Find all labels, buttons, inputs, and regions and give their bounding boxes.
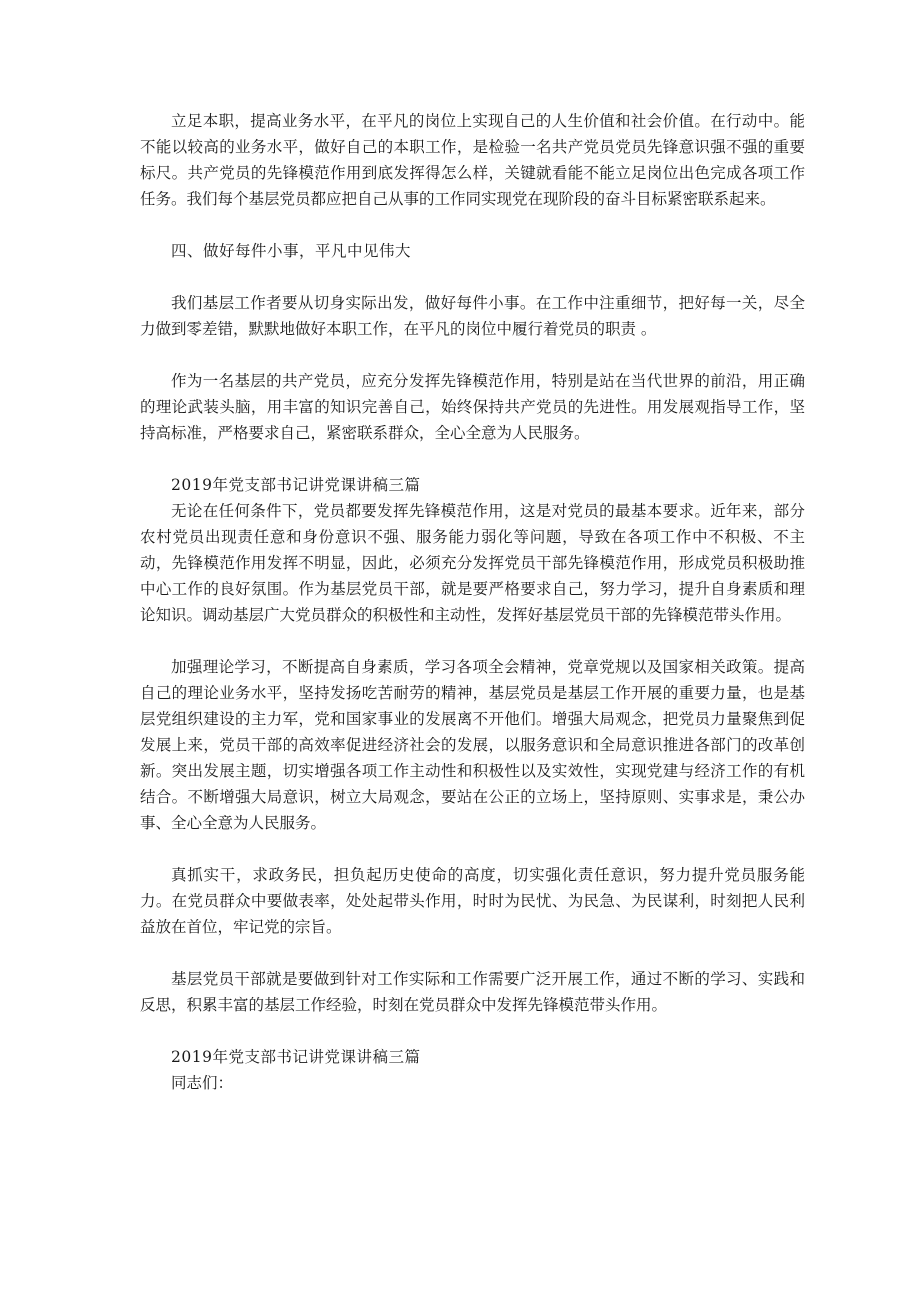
body-paragraph: 无论在任何条件下，党员都要发挥先锋模范作用，这是对党员的最基本要求。近年来，部分农村党员出现责任意和身份意识不强、服务能力弱化等问题，导致在各项工作中不积极、不主动，先锋模范作用发挥不明显，因此，必须充分发挥党员干部先锋模范作用，形成党员积极助推中心工作的良好氛围。作为基层党员干部，就是要严格要求自己，努力学习，提升自身素质和理论知识。调动基层广大党员群众的积极性和主动性，发挥好基层党员干部的先锋模范带头作用。 bbox=[140, 502, 805, 624]
paragraph-block bbox=[140, 862, 805, 940]
salutation-block bbox=[140, 1070, 805, 1096]
paragraph-block bbox=[140, 108, 805, 212]
title-block bbox=[140, 472, 805, 498]
article-title: 2019年党支部书记讲党课讲稿三篇 bbox=[171, 1048, 421, 1066]
body-paragraph: 立足本职，提高业务水平，在平凡的岗位上实现自己的人生价值和社会价值。在行动中。能不能以较高的业务水平，做好自己的本职工作，是检验一名共产党员党员先锋意识强不强的重要标尺。共产党员的先锋模范作用到底发挥得怎么样，关键就看能不能立足岗位出色完成各项工作任务。我们每个基层党员都应把自己从事的工作同实现党在现阶段的奋斗目标紧密联系起来。 bbox=[140, 112, 805, 208]
paragraph-block bbox=[140, 498, 805, 628]
paragraph-block bbox=[140, 368, 805, 446]
title-block bbox=[140, 1044, 805, 1070]
article-title: 2019年党支部书记讲党课讲稿三篇 bbox=[171, 476, 421, 494]
paragraph-block bbox=[140, 290, 805, 342]
body-paragraph: 作为一名基层的共产党员，应充分发挥先锋模范作用，特别是站在当代世界的前沿，用正确的理论武装头脑，用丰富的知识完善自己，始终保持共产党员的先进性。用发展观指导工作，坚持高标准，严格要求自己，紧密联系群众，全心全意为人民服务。 bbox=[140, 372, 805, 442]
body-paragraph: 基层党员干部就是要做到针对工作实际和工作需要广泛开展工作，通过不断的学习、实践和反思，积累丰富的基层工作经验，时刻在党员群众中发挥先锋模范带头作用。 bbox=[140, 970, 805, 1014]
paragraph-block bbox=[140, 654, 805, 836]
salutation: 同志们： bbox=[171, 1074, 234, 1092]
body-paragraph: 真抓实干，求政务民，担负起历史使命的高度，切实强化责任意识，努力提升党员服务能力。在党员群众中要做表率，处处起带头作用，时时为民忧、为民急、为民谋利，时刻把人民利益放在首位，牢记党的宗旨。 bbox=[140, 866, 805, 936]
document-page bbox=[140, 108, 805, 1096]
section-heading-block bbox=[140, 238, 805, 264]
body-paragraph: 我们基层工作者要从切身实际出发，做好每件小事。在工作中注重细节，把好每一关，尽全力做到零差错，默默地做好本职工作，在平凡的岗位中履行着党员的职责 。 bbox=[140, 294, 805, 338]
body-paragraph: 加强理论学习，不断提高自身素质，学习各项全会精神，党章党规以及国家相关政策。提高自己的理论业务水平，坚持发扬吃苦耐劳的精神，基层党员是基层工作开展的重要力量，也是基层党组织建设的主力军，党和国家事业的发展离不开他们。增强大局观念，把党员力量聚焦到促发展上来，党员干部的高效率促进经济社会的发展，以服务意识和全局意识推进各部门的改革创新。突出发展主题，切实增强各项工作主动性和积极性以及实效性，实现党建与经济工作的有机结合。不断增强大局意识，树立大局观念，要站在公正的立场上，坚持原则、实事求是，秉公办事、全心全意为人民服务。 bbox=[140, 658, 805, 832]
section-heading: 四、做好每件小事，平凡中见伟大 bbox=[171, 242, 412, 260]
paragraph-block bbox=[140, 966, 805, 1018]
